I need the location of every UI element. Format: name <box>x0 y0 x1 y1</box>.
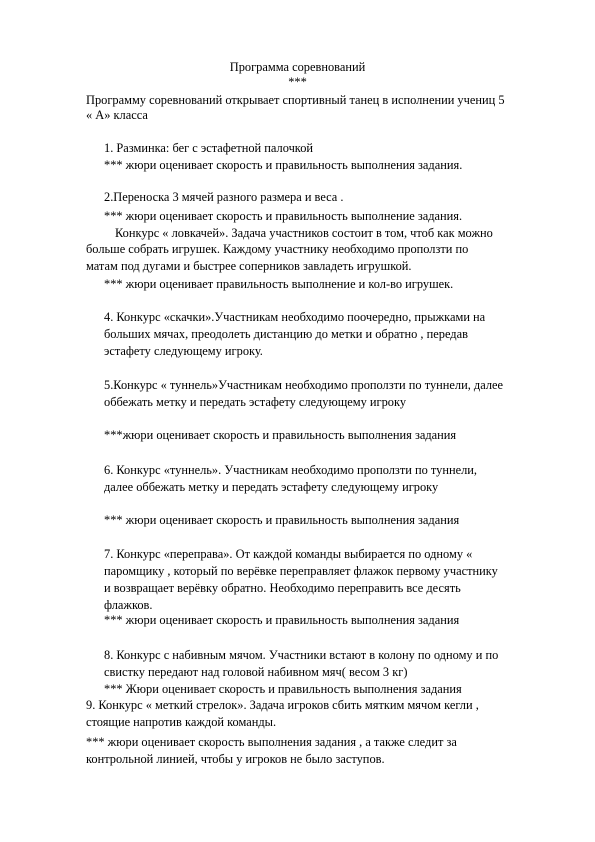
item-3-text: больше собрать игрушек. Каждому участнику необходимо проползти по <box>86 242 469 256</box>
item-6-jury: *** жюри оценивает скорость и правильность выполнения задания <box>104 513 460 527</box>
item-7-jury: *** жюри оценивает скорость и правильность выполнения задания <box>104 613 460 627</box>
item-4-text: 4. Конкурс «скачки».Участникам необходимо поочередно, прыжками на <box>104 310 486 324</box>
item-2-jury: *** жюри оценивает скорость и правильность выполнение задания. <box>104 209 463 223</box>
item-1-heading: 1. Разминка: бег с эстафетной палочкой <box>104 141 314 155</box>
item-4-text: эстафету следующему игроку. <box>104 344 263 358</box>
item-7-text: флажков. <box>104 598 153 612</box>
item-5-jury: ***жюри оценивает скорость и правильность выполнения задания <box>104 428 457 442</box>
intro-line: « А» класса <box>86 108 148 122</box>
item-7-text: 7. Конкурс «переправа». От каждой команды выбирается по одному « <box>104 547 473 561</box>
item-8-jury: *** Жюри оценивает скорость и правильность выполнения задания <box>104 682 462 696</box>
item-9-text: 9. Конкурс « меткий стрелок». Задача игроков сбить мятким мячом кегли , <box>86 698 479 712</box>
title-separator: *** <box>288 75 307 89</box>
item-5-text: оббежать метку и передать эстафету следующему игроку <box>104 395 407 409</box>
item-3-jury: *** жюри оценивает правильность выполнение и кол-во игрушек. <box>104 277 454 291</box>
item-8-text: 8. Конкурс с набивным мячом. Участники встают в колону по одному и по <box>104 648 499 662</box>
item-9-jury: контрольной линией, чтобы у игроков не было заступов. <box>86 752 385 766</box>
item-8-text: свистку передают над головой набивном мяч( весом 3 кг) <box>104 665 408 679</box>
item-7-text: паромщику , который по верёвке переправляет флажок первому участнику <box>104 564 498 578</box>
item-2-heading: 2.Переноска 3 мячей разного размера и веса . <box>104 190 344 204</box>
item-9-text: стоящие напротив каждой команды. <box>86 715 277 729</box>
item-6-text: далее оббежать метку и передать эстафету следующему игроку <box>104 480 439 494</box>
document-title: Программа соревнований <box>229 60 366 74</box>
intro-line: Программу соревнований открывает спортивный танец в исполнении учениц 5 <box>86 93 505 107</box>
item-4-text: больших мячах, преодолеть дистанцию до метки и обратно , передав <box>104 327 468 341</box>
item-6-text: 6. Конкурс «туннель». Участникам необходимо проползти по туннели, <box>104 463 478 477</box>
item-1-jury: *** жюри оценивает скорость и правильность выполнения задания. <box>104 158 463 172</box>
item-7-text: и возвращает верёвку обратно. Необходимо переправить все десять <box>104 581 461 595</box>
item-3-text: Конкурс « ловкачей». Задача участников состоит в том, чтоб как можно <box>115 226 493 240</box>
item-9-jury: *** жюри оценивает скорость выполнения задания , а также следит за <box>86 735 457 749</box>
item-3-text: матам под дугами и быстрее соперников завладеть игрушкой. <box>86 259 412 273</box>
item-5-text: 5.Конкурс « туннель»Участникам необходимо проползти по туннели, далее <box>104 378 504 392</box>
